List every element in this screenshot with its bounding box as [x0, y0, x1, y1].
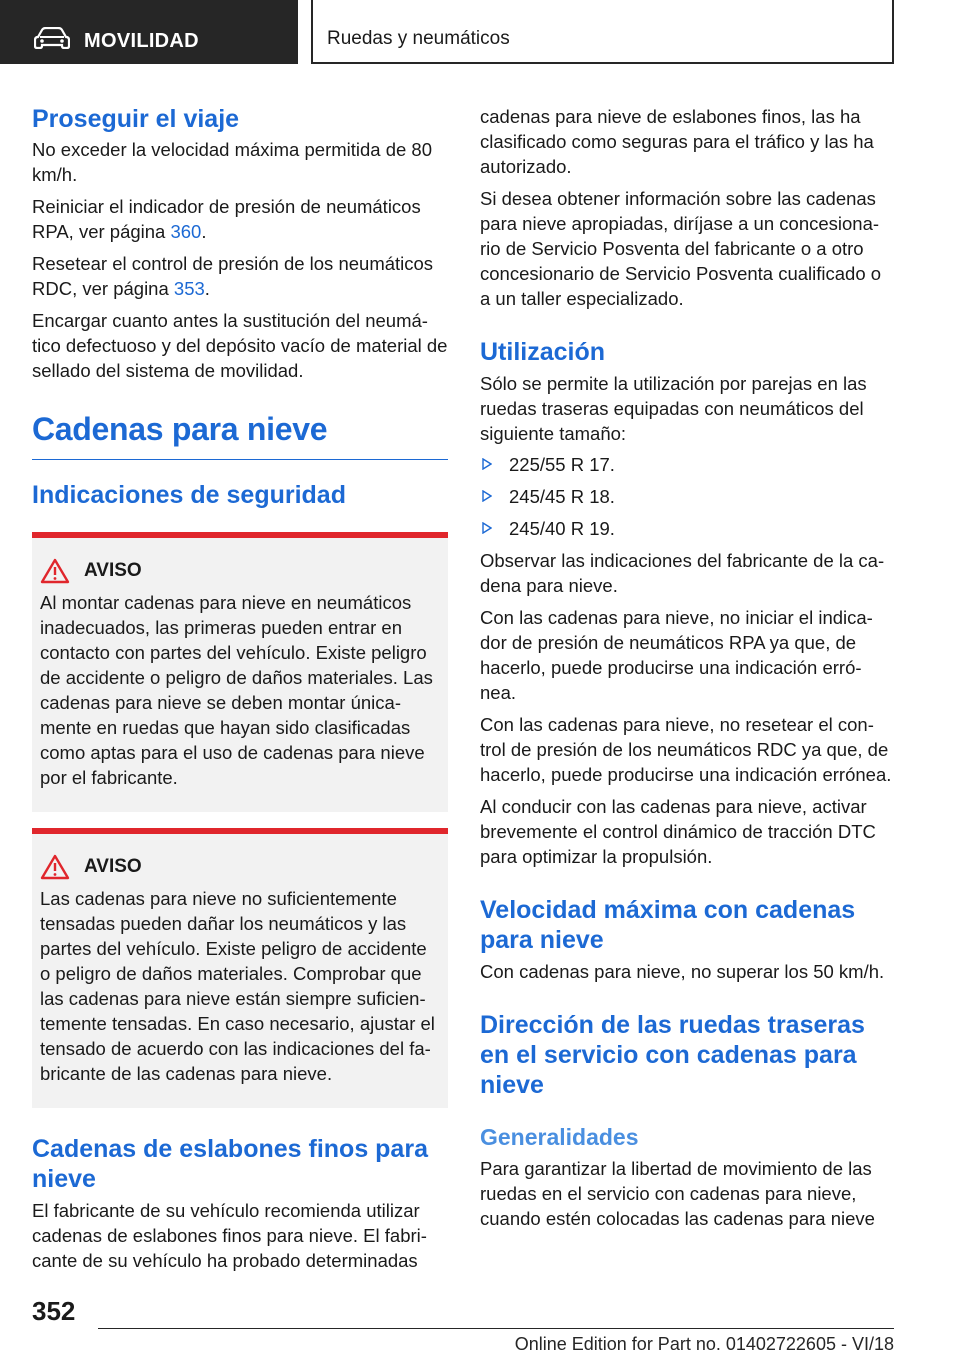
footer-edition: Online Edition for Part no. 01402722605 - VI/18: [514, 1334, 894, 1354]
warning-text: Las cadenas para nieve no suficientemente tensadas pueden dañar los neumáticos y las partes del vehículo. Existe peligro de accidente o peligro de daños materiales. Comprobar que las cadenas para nieve están siempre suficien-temente tensadas. En caso necesario, ajustar el tensado de acuerdo con las indicaciones del fa-bricante de las cadenas para nieve.: [40, 888, 435, 1084]
left-column: [32, 100, 448, 1273]
paragraph: El fabricante de su vehículo recomienda utilizar cadenas de eslabones finos para nieve. El fabri-cante de su vehículo ha probado determinadas: [32, 1200, 427, 1271]
header-tab[interactable]: [0, 0, 298, 64]
warning-box-1: [32, 532, 448, 812]
triangle-bullet-icon: [482, 490, 492, 502]
header-section: [311, 0, 894, 64]
heading-proseguir: Proseguir el viaje: [32, 105, 240, 133]
section-title: Ruedas y neumáticos: [327, 28, 510, 49]
right-column: [480, 104, 896, 1231]
header-tab-label: MOVILIDAD: [84, 30, 199, 52]
paragraph: Con las cadenas para nieve, no resetear el con-trol de presión de los neumáticos RDC ya que, de hacerlo, puede producirse una indicación errónea.: [480, 714, 892, 785]
warning-triangle-icon: [40, 558, 70, 584]
paragraph: Reiniciar el indicador de presión de neumáticos RPA, ver página 360.: [32, 196, 421, 242]
paragraph: Con las cadenas para nieve, no iniciar el indica-dor de presión de neumáticos RPA ya que, de hacerlo, puede producirse una indicación erró-nea.: [480, 607, 873, 703]
paragraph: Para garantizar la libertad de movimiento de las ruedas en el servicio con cadenas para nieve, cuando estén colocadas las cadenas para nieve: [480, 1158, 875, 1229]
paragraph: No exceder la velocidad máxima permitida de 80 km/h.: [32, 139, 433, 185]
heading-direccion: Dirección de las ruedas traseras en el servicio con cadenas para nieve: [480, 1011, 865, 1099]
list-item: 245/45 R 18.: [480, 484, 896, 509]
paragraph: Si desea obtener información sobre las cadenas para nieve apropiadas, diríjase a un concesiona-rio de Servicio Posventa del fabricante o a otro concesionario de Servicio Posventa cualificado o a un taller especializado.: [480, 188, 882, 309]
heading-seguridad: Indicaciones de seguridad: [32, 481, 346, 509]
paragraph: Con cadenas para nieve, no superar los 50 km/h.: [480, 961, 885, 982]
footer-divider: [98, 1328, 894, 1329]
heading-generalidades: Generalidades: [480, 1124, 639, 1150]
page-link-360[interactable]: 360: [170, 221, 202, 242]
warning-box-2: [32, 828, 448, 1108]
page-link-353[interactable]: 353: [173, 278, 205, 299]
warning-label: AVISO: [84, 560, 142, 581]
paragraph: Al conducir con las cadenas para nieve, activar brevemente el control dinámico de tracción DTC para optimizar la propulsión.: [480, 796, 876, 867]
triangle-bullet-icon: [482, 458, 492, 470]
list-item: 245/40 R 19.: [480, 516, 896, 541]
warning-triangle-icon: [40, 854, 70, 880]
heading-cadenas: Cadenas para nieve: [32, 409, 448, 460]
paragraph: Sólo se permite la utilización por parejas en las ruedas traseras equipadas con neumáticos del siguiente tamaño:: [480, 373, 867, 444]
heading-eslabones: Cadenas de eslabones finos para nieve: [32, 1135, 428, 1193]
list-item: 225/55 R 17.: [480, 452, 896, 477]
paragraph: Encargar cuanto antes la sustitución del neumá-tico defectuoso y del depósito vacío de material de sellado del sistema de movilidad.: [32, 310, 448, 381]
paragraph: Resetear el control de presión de los neumáticos RDC, ver página 353.: [32, 253, 434, 299]
heading-velocidad: Velocidad máxima con cadenas para nieve: [480, 896, 856, 954]
paragraph: Observar las indicaciones del fabricante de la ca-dena para nieve.: [480, 550, 885, 596]
paragraph: cadenas para nieve de eslabones finos, las ha clasificado como seguras para el tráfico y las ha autorizado.: [480, 106, 874, 177]
triangle-bullet-icon: [482, 522, 492, 534]
tire-size-list: [480, 452, 896, 541]
car-icon: [34, 27, 70, 49]
warning-label: AVISO: [84, 856, 142, 877]
heading-utilizacion: Utilización: [480, 338, 606, 366]
page-number: 352: [32, 1296, 76, 1326]
warning-text: Al montar cadenas para nieve en neumáticos inadecuados, las primeras pueden entrar en contacto con partes del vehículo. Existe peligro de accidente o peligro de daños materiales. Las cadenas para nieve se deben montar única-mente en ruedas que hayan sido clasificadas como aptas para el uso de cadenas para nieve por el fabricante.: [40, 592, 433, 788]
